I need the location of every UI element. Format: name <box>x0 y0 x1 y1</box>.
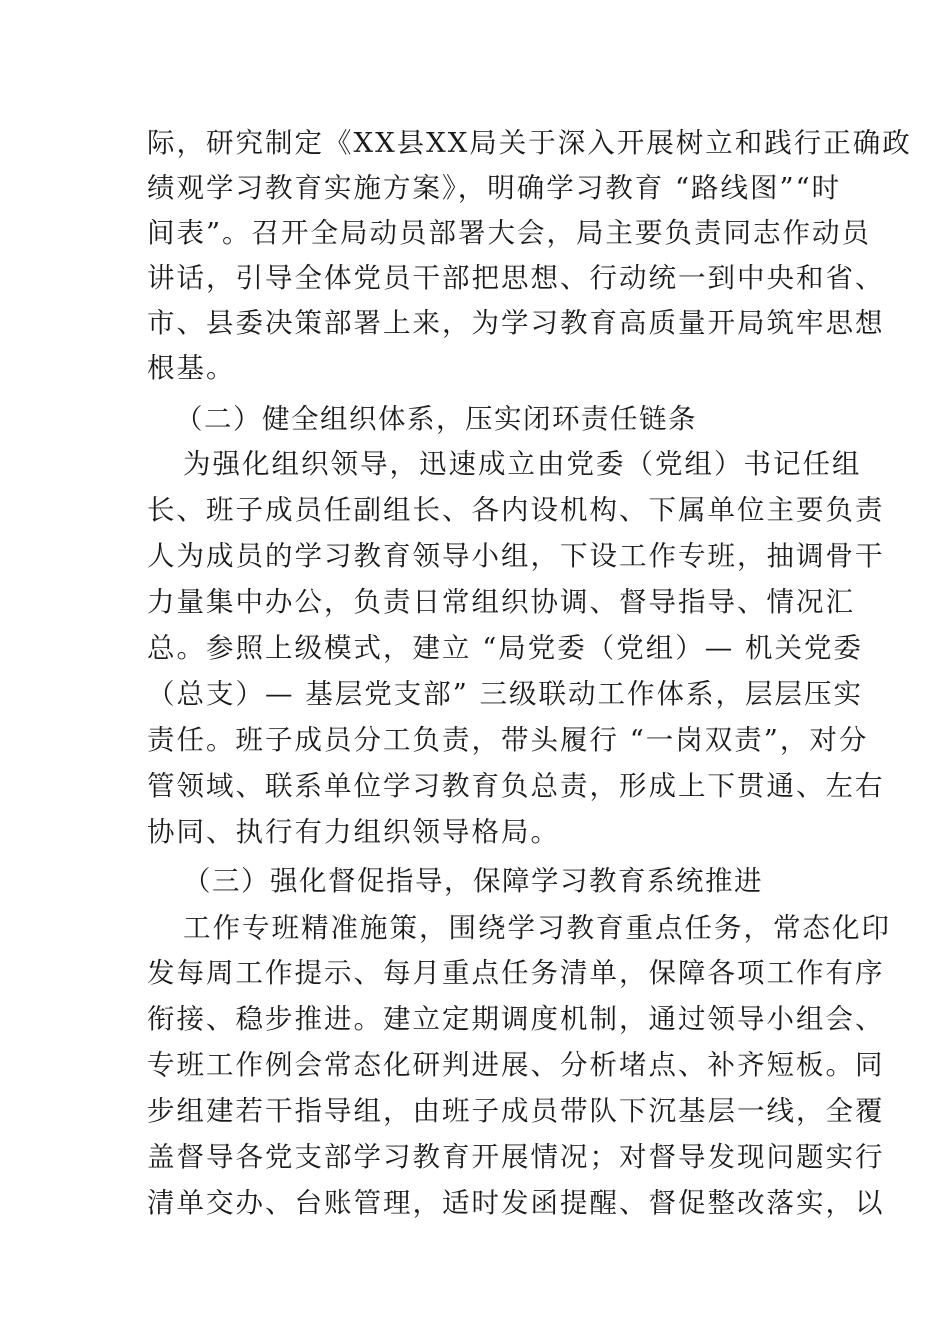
paragraph-2-line-7: 责任。班子成员分工负责，带头履行 “一岗双责”，对分 <box>147 724 869 756</box>
paragraph-1-line-3: 间表”。召开全局动员部署大会，局主要负责同志作动员 <box>147 217 872 249</box>
section-heading-2: （二）健全组织体系，压实闭环责任链条 <box>175 403 697 435</box>
paragraph-3-line-2: 发每周工作提示、每月重点任务清单，保障各项工作有序 <box>147 957 885 989</box>
paragraph-2-line-8: 管领域、联系单位学习教育负总责，形成上下贯通、左右 <box>147 770 885 802</box>
paragraph-1-line-2: 绩观学习教育实施方案》，明确学习教育 “路线图”“时 <box>147 172 842 204</box>
paragraph-1-line-4: 讲话，引导全体党员干部把思想、行动统一到中央和省、 <box>147 262 885 294</box>
paragraph-3-line-5: 步组建若干指导组，由班子成员带队下沉基层一线，全覆 <box>147 1095 885 1127</box>
paragraph-2-line-1: 为强化组织领导，迅速成立由党委（党组）书记任组 <box>183 448 862 480</box>
paragraph-1-line-1: 际，研究制定《XX县XX局关于深入开展树立和践行正确政 <box>147 127 912 159</box>
paragraph-3-line-1: 工作专班精准施策，围绕学习教育重点任务，常态化印 <box>183 912 891 944</box>
paragraph-3-line-4: 专班工作例会常态化研判进展、分析堵点、补齐短板。同 <box>147 1049 885 1081</box>
paragraph-3-line-7: 清单交办、台账管理，适时发函提醒、督促整改落实，以 <box>147 1187 885 1219</box>
section-heading-3: （三）强化督促指导，保障学习教育系统推进 <box>183 865 763 897</box>
paragraph-2-line-3: 人为成员的学习教育领导小组，下设工作专班，抽调骨干 <box>147 540 885 572</box>
paragraph-2-line-2: 长、班子成员任副组长、各内设机构、下属单位主要负责 <box>147 494 885 526</box>
paragraph-2-line-9: 协同、执行有力组织领导格局。 <box>147 816 560 848</box>
paragraph-3-line-6: 盖督导各党支部学习教育开展情况；对督导发现问题实行 <box>147 1141 885 1173</box>
paragraph-1-line-6: 根基。 <box>147 352 236 384</box>
paragraph-2-line-5: 总。参照上级模式，建立 “局党委（党组）— 机关党委 <box>147 632 864 664</box>
paragraph-3-line-3: 衔接、稳步推进。建立定期调度机制，通过领导小组会、 <box>147 1003 885 1035</box>
paragraph-1-line-5: 市、县委决策部署上来，为学习教育高质量开局筑牢思想 <box>147 307 885 339</box>
paragraph-2-line-6: （总支）— 基层党支部” 三级联动工作体系，层层压实 <box>147 678 864 710</box>
paragraph-2-line-4: 力量集中办公，负责日常组织协调、督导指导、情况汇 <box>147 586 855 618</box>
